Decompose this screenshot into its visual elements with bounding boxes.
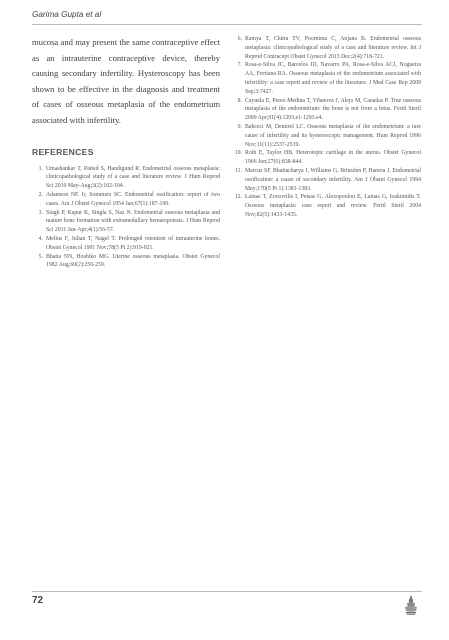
reference-text: Lainas T, Zorzovilis I, Petsas G, Alexopoulou E, Lainas G, Ioakimidis T. Osseous metaplasia: case report and review. Fertil Steril 2004 Nov;82(5):1433-1435. (245, 194, 421, 218)
reference-number: 5. (38, 253, 43, 260)
reference-item (231, 193, 421, 219)
reference-item (231, 35, 421, 61)
reference-text: Rosa-e-Silva JC, Barcelos ID, Navarro PA, Rosa-e-Silva ACJ, Nogueira AA, Ferriana RA. Osseous metaplasia of the endometrium associated with infertility: a case report and review of the literature. J Med Case Rep 2009 Sep;3:7427. (245, 62, 421, 95)
reference-item (231, 149, 421, 167)
reference-text: Melius F, Julian T, Nagel T. Prolonged retention of intrauterine bones. Obstet Gynecol 1991 Nov;78(5 Pt 2):919-921. (46, 235, 220, 251)
reference-item (231, 123, 421, 149)
reference-text: Ramya T, Chitra TV, Poornima C, Anjana B. Endometrial osseous metaplasia: clinicopathological study of a case and literature review. Int J Reprod Contracept Obstet Gynecol 2013 Dec;2(4):718-721. (245, 36, 421, 60)
reference-text: Umashankar T, Patted S, Handigund R. Endometrial osseous metaplasia: clinicopathological study of a case and literature review. J Hum Reprod Sci 2010 May-Aug;3(2):102-104. (46, 165, 220, 190)
reference-item (231, 167, 421, 193)
reference-text: Singh P, Kapur K, Singla S, Naz N. Endometrial osseous metaplasia and mature bone formation with extramedullary hematopoiesis. J Hum Reprod Sci 2011 Jan-Apr;4(1):56-57. (46, 209, 220, 234)
page-number: 72 (32, 595, 44, 606)
reference-number: 6. (237, 36, 242, 42)
reference-number: 3. (38, 209, 43, 216)
references-list-right (231, 35, 421, 220)
reference-number: 8. (237, 97, 242, 104)
body-paragraph: mucosa and may present the same contraceptive effect as an intrauterine contraceptive device, thereby causing secondary infertility. Hysteroscopy has been shown to be effective in the diagnosis and treatment of cases of osseous metaplasia of the endometrium associated with infertility. (32, 37, 220, 125)
references-heading: REFERENCES (32, 146, 94, 157)
reference-number: 7. (237, 62, 242, 69)
left-column (32, 35, 220, 270)
reference-text: Cayuela E, Perez-Medina T, Vilanova J, Alejo M, Canadas P. True osseous metaplasia of the endometrium: the bone is not from a fetus. Fertil Steril 2009 Apr;91(4):1293.e1-1293.e4. (245, 97, 421, 122)
publisher-logo-icon (402, 594, 420, 616)
references-list-left (32, 165, 220, 271)
reference-item (231, 97, 421, 123)
reference-text: Roth E, Taylor HB. Heterotopic cartilage in the uterus. Obstet Gynecol 1966 Jun;27(6):838-844. (245, 150, 421, 166)
reference-item (32, 165, 220, 191)
reference-number: 11. (234, 167, 242, 174)
reference-item (32, 235, 220, 253)
running-header: Garima Gupta et al (32, 10, 102, 19)
reference-item (32, 209, 220, 235)
reference-number: 9. (237, 123, 242, 130)
reference-number: 12. (234, 194, 242, 201)
reference-text: Marcus SF, Bhattacharya J, Williams G, Brinsden P, Hamou J. Endometrial ossification: a cause of secondary infertility. Am J Obstet Gynecol 1994 May;170(5 Pt 1):1381-1383. (245, 167, 421, 192)
reference-number: 4. (38, 235, 43, 242)
reference-text: Bhatia NN, Hoshiko MG. Uterine osseous metaplasia. Obstet Gynecol 1982 Aug;60(2):256-259. (46, 253, 220, 269)
reference-number: 1. (38, 165, 43, 172)
reference-number: 10. (234, 150, 242, 157)
reference-text: Bahceci M, Demirel LC. Osseous metaplasia of the endometrium: a rare cause of infertility and its hysteroscopic management. Hum Reprod 1996 Nov;11(11):2537-2539. (245, 123, 421, 148)
reference-item (231, 61, 421, 96)
reference-item (32, 191, 220, 209)
footer-rule (32, 591, 422, 592)
reference-text: Adamson NE Jr, Sommers SC. Endometrial ossification: report of two cases. Am J Obstet Gynecol 1954 Jan;67(1):187-190. (46, 191, 220, 207)
reference-number: 2. (38, 191, 43, 198)
header-rule (32, 24, 422, 25)
right-column (231, 35, 421, 220)
reference-item (32, 253, 220, 271)
